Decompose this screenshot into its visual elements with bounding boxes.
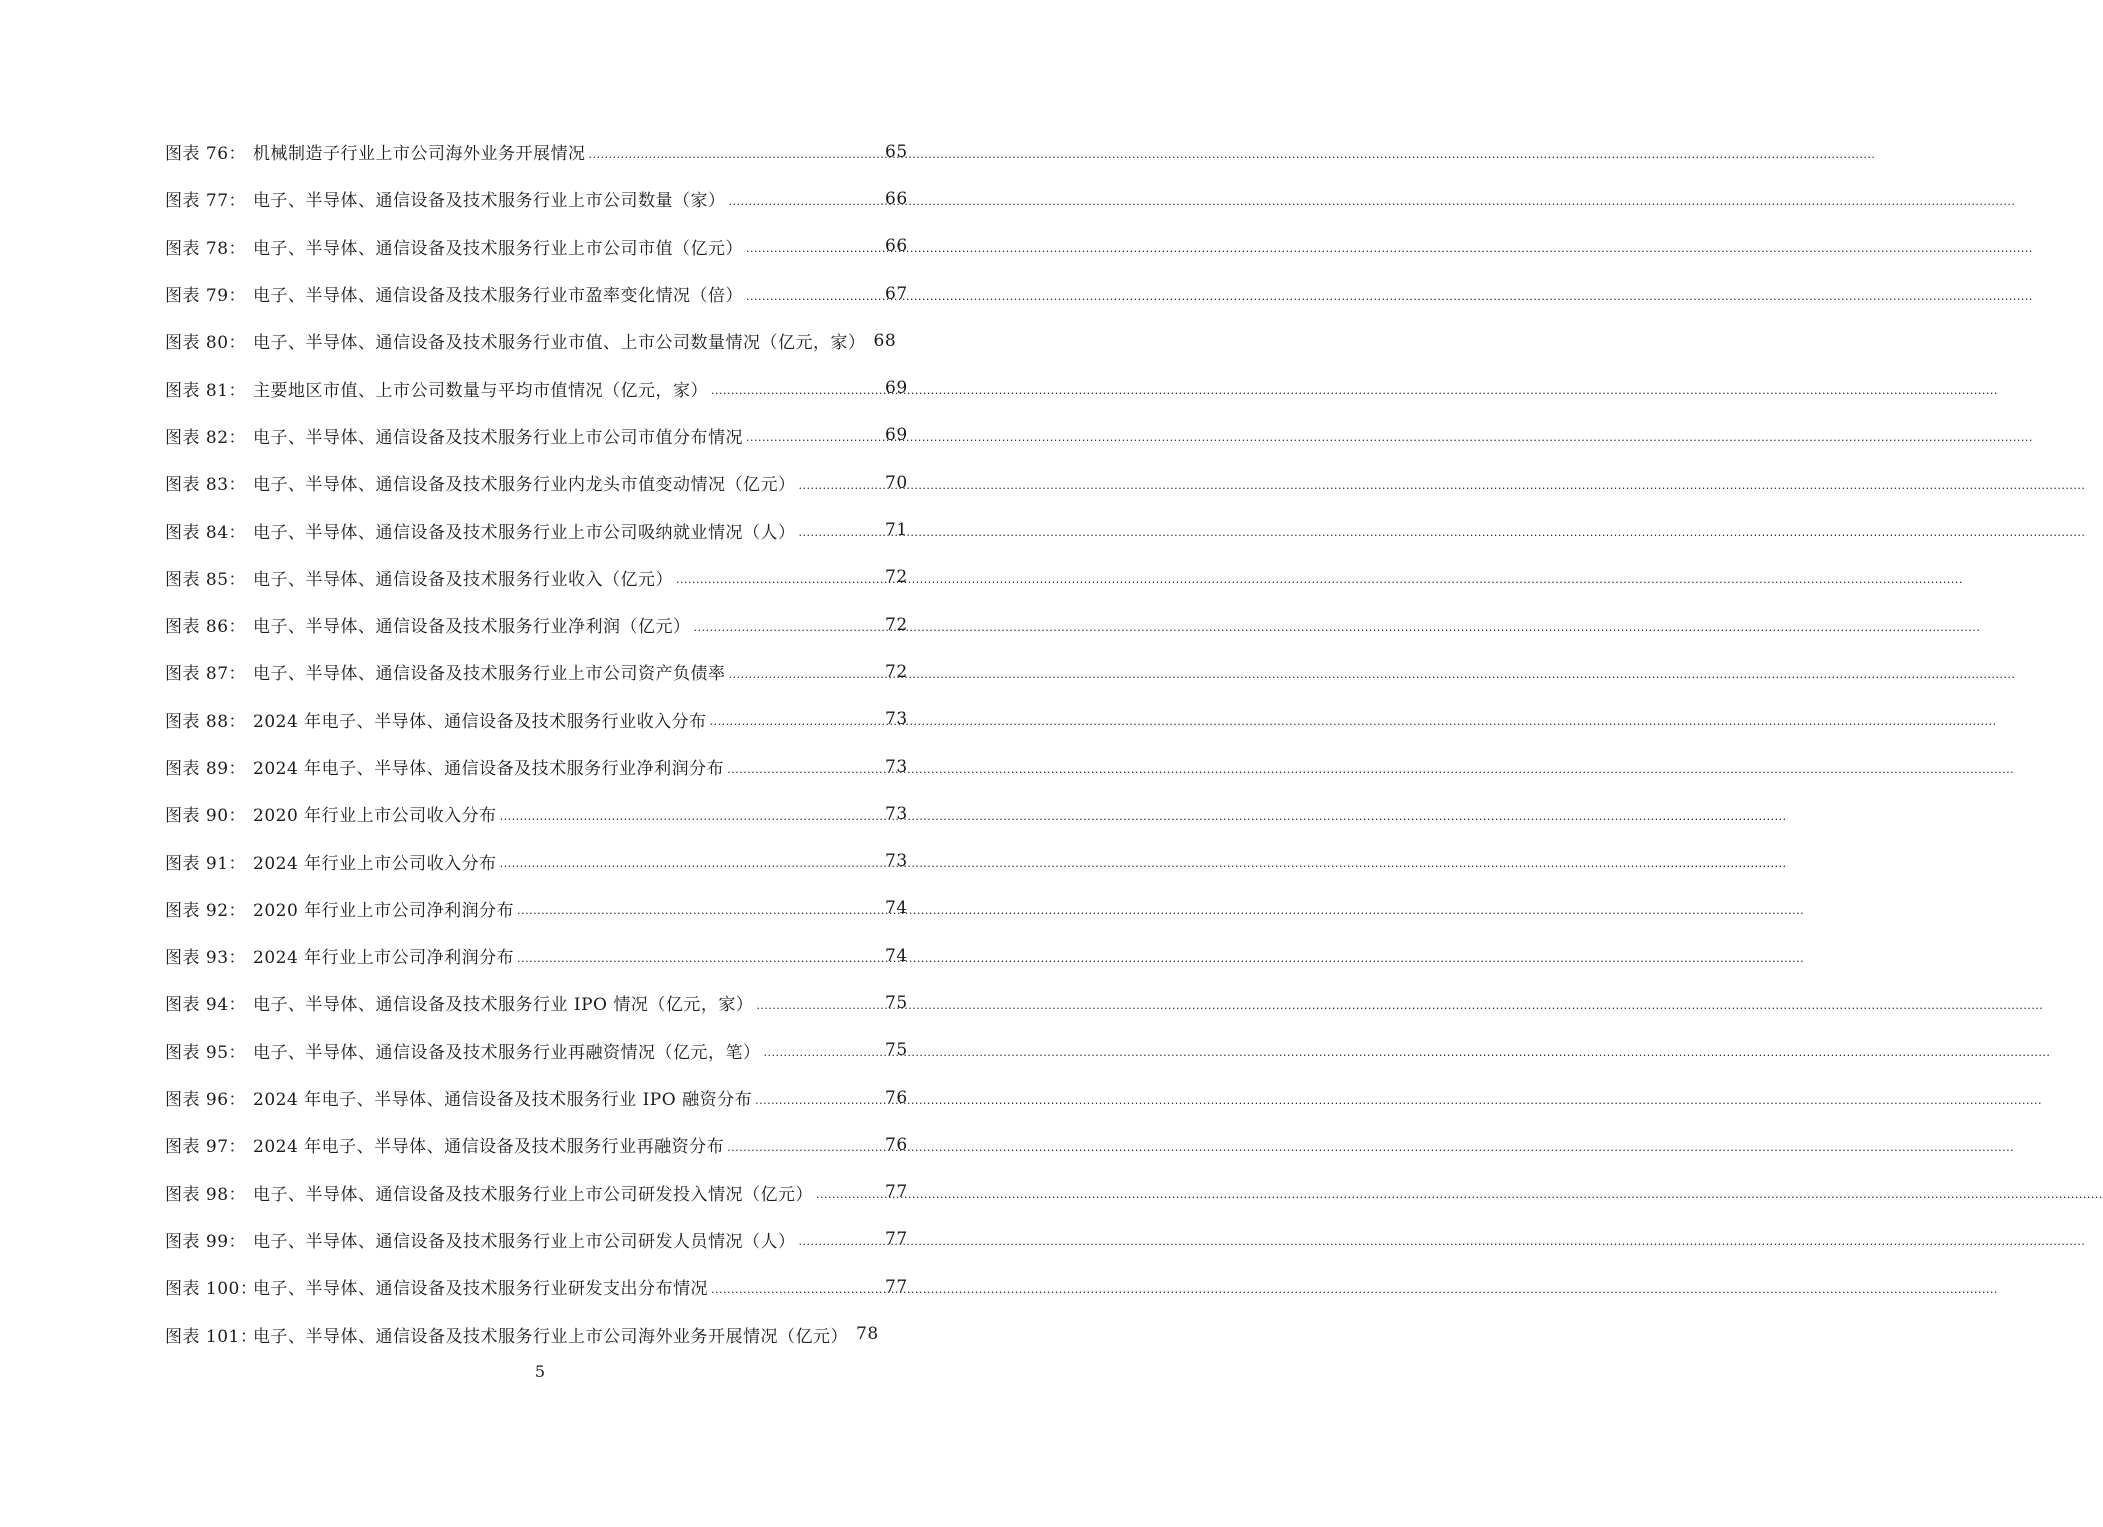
toc-entry[interactable] — [165, 1074, 945, 1121]
toc-entry[interactable] — [165, 506, 945, 553]
toc-dot-leader — [727, 1142, 882, 1154]
toc-entry[interactable] — [165, 790, 945, 837]
toc-entry-content — [165, 518, 915, 543]
toc-entry[interactable] — [165, 696, 945, 743]
toc-dot-leader — [816, 1189, 882, 1201]
toc-entry-content — [165, 470, 915, 495]
toc-entry[interactable] — [165, 1310, 945, 1357]
toc-entry-content — [165, 990, 915, 1015]
toc-dot-leader — [764, 1047, 883, 1059]
toc-entry-label: 图表 81： — [165, 380, 247, 401]
toc-dot-leader — [729, 196, 883, 208]
toc-entry-label: 图表 98： — [165, 1184, 247, 1205]
toc-entry-title: 2024 年电子、半导体、通信设备及技术服务行业再融资分布 — [253, 1137, 725, 1158]
toc-entry-label: 图表 88： — [165, 711, 247, 732]
toc-dot-leader — [694, 622, 883, 634]
toc-entry[interactable] — [165, 1169, 945, 1216]
toc-entry-page-number: 73 — [885, 756, 908, 777]
toc-entry-title: 电子、半导体、通信设备及技术服务行业再融资情况（亿元，笔） — [253, 1042, 761, 1063]
toc-entry-content — [165, 659, 915, 684]
toc-entry-page-number: 69 — [885, 378, 908, 399]
toc-entry-page-number: 67 — [885, 283, 908, 304]
toc-entry-title: 电子、半导体、通信设备及技术服务行业市盈率变化情况（倍） — [253, 286, 743, 307]
toc-entry-title: 2024 年行业上市公司净利润分布 — [253, 948, 515, 969]
toc-entry[interactable] — [165, 554, 945, 601]
toc-entry-title: 电子、半导体、通信设备及技术服务行业上市公司市值（亿元） — [253, 238, 743, 259]
toc-entry-title: 电子、半导体、通信设备及技术服务行业净利润（亿元） — [253, 617, 691, 638]
toc-dot-leader — [500, 858, 882, 870]
toc-entry-label: 图表 85： — [165, 569, 247, 590]
toc-entry-page-number: 73 — [885, 803, 908, 824]
toc-dot-leader — [746, 432, 882, 444]
toc-entry[interactable] — [165, 270, 945, 317]
toc-entry[interactable] — [165, 932, 945, 979]
toc-dot-leader — [589, 149, 883, 161]
toc-entry[interactable] — [165, 317, 945, 364]
toc-entry-content — [165, 1085, 915, 1110]
toc-entry[interactable] — [165, 601, 945, 648]
toc-entry-content — [165, 186, 915, 211]
toc-entry-page-number: 65 — [885, 141, 908, 162]
toc-entry-page-number: 75 — [885, 1040, 908, 1061]
toc-entry-title: 2024 年电子、半导体、通信设备及技术服务行业 IPO 融资分布 — [253, 1090, 753, 1111]
toc-entry-title: 电子、半导体、通信设备及技术服务行业市值、上市公司数量情况（亿元，家） — [253, 333, 866, 354]
toc-entry-label: 图表 80： — [165, 333, 247, 354]
toc-entry-title: 主要地区市值、上市公司数量与平均市值情况（亿元，家） — [253, 380, 708, 401]
toc-dot-leader — [799, 1236, 883, 1248]
toc-entry-title: 机械制造子行业上市公司海外业务开展情况 — [253, 144, 586, 165]
toc-entry-content — [165, 612, 915, 637]
toc-entry-page-number: 75 — [885, 992, 908, 1013]
toc-dot-leader — [517, 905, 882, 917]
toc-entry-page-number: 76 — [885, 1134, 908, 1155]
toc-entry-content — [165, 281, 915, 306]
toc-entry[interactable] — [165, 128, 945, 175]
toc-entry-content — [165, 1038, 915, 1063]
toc-entry-title: 电子、半导体、通信设备及技术服务行业收入（亿元） — [253, 569, 673, 590]
toc-entry[interactable] — [165, 1027, 945, 1074]
toc-entry-label: 图表 94： — [165, 995, 247, 1016]
toc-entry-content — [165, 1227, 915, 1252]
toc-dot-leader — [500, 811, 882, 823]
toc-entry-label: 图表 93： — [165, 948, 247, 969]
toc-entry-title: 电子、半导体、通信设备及技术服务行业内龙头市值变动情况（亿元） — [253, 475, 796, 496]
toc-entry-label: 图表 79： — [165, 286, 247, 307]
toc-entry-title: 电子、半导体、通信设备及技术服务行业上市公司数量（家） — [253, 191, 726, 212]
toc-entry[interactable] — [165, 743, 945, 790]
toc-entry[interactable] — [165, 1121, 945, 1168]
toc-entry-page-number: 78 — [856, 1324, 879, 1345]
toc-entry-title: 电子、半导体、通信设备及技术服务行业研发支出分布情况 — [253, 1279, 708, 1300]
toc-entry-content — [165, 754, 915, 779]
toc-entry-content — [165, 943, 915, 968]
toc-entry-content — [165, 1132, 915, 1157]
toc-entry-label: 图表 78： — [165, 238, 247, 259]
toc-entry-content — [165, 849, 915, 874]
toc-dot-leader — [517, 953, 882, 965]
toc-entry-content — [165, 801, 915, 826]
toc-entry-title: 2020 年行业上市公司净利润分布 — [253, 900, 515, 921]
toc-entry-page-number: 74 — [885, 945, 908, 966]
toc-entry-page-number: 70 — [885, 472, 908, 493]
toc-entry[interactable] — [165, 364, 945, 411]
toc-entry-content — [165, 376, 915, 401]
toc-entry-title: 电子、半导体、通信设备及技术服务行业上市公司研发人员情况（人） — [253, 1231, 796, 1252]
toc-dot-leader — [746, 243, 882, 255]
toc-entry-content — [165, 139, 915, 164]
toc-entry-content — [165, 328, 904, 353]
toc-entry-label: 图表 90： — [165, 806, 247, 827]
toc-entry-title: 2020 年行业上市公司收入分布 — [253, 806, 497, 827]
toc-dot-leader — [711, 1284, 882, 1296]
toc-dot-leader — [710, 716, 882, 728]
toc-entry-content — [165, 423, 915, 448]
toc-entry-label: 图表 96： — [165, 1090, 247, 1111]
toc-entry[interactable] — [165, 885, 945, 932]
toc-entry-page-number: 72 — [885, 614, 908, 635]
toc-entry-page-number: 74 — [885, 898, 908, 919]
toc-entry-title: 电子、半导体、通信设备及技术服务行业上市公司资产负债率 — [253, 664, 726, 685]
toc-dot-leader — [676, 574, 882, 586]
toc-entry-title: 电子、半导体、通信设备及技术服务行业上市公司吸纳就业情况（人） — [253, 522, 796, 543]
toc-entry-label: 图表 91： — [165, 853, 247, 874]
toc-entry-title: 电子、半导体、通信设备及技术服务行业 IPO 情况（亿元，家） — [253, 995, 754, 1016]
toc-entry[interactable] — [165, 412, 945, 459]
toc-dot-leader — [755, 1095, 882, 1107]
toc-entry-page-number: 77 — [885, 1182, 908, 1203]
toc-entry-title: 电子、半导体、通信设备及技术服务行业上市公司研发投入情况（亿元） — [253, 1184, 813, 1205]
toc-entry[interactable] — [165, 1216, 945, 1263]
toc-entry-page-number: 77 — [885, 1229, 908, 1250]
toc-entry-page-number: 72 — [885, 661, 908, 682]
toc-entry-title: 2024 年电子、半导体、通信设备及技术服务行业收入分布 — [253, 711, 707, 732]
toc-entry-label: 图表 76： — [165, 144, 247, 165]
toc-entry-content — [165, 1274, 915, 1299]
toc-dot-leader — [799, 527, 883, 539]
toc-dot-leader — [756, 1000, 882, 1012]
toc-entry-label: 图表 97： — [165, 1137, 247, 1158]
toc-dot-leader — [729, 669, 883, 681]
toc-entry-label: 图表 92： — [165, 900, 247, 921]
toc-dot-leader — [711, 385, 882, 397]
toc-entry[interactable] — [165, 223, 945, 270]
toc-entry[interactable] — [165, 459, 945, 506]
toc-entry[interactable] — [165, 1263, 945, 1310]
toc-entry-page-number: 68 — [873, 330, 897, 351]
toc-entry-content — [165, 896, 915, 921]
toc-entry-title: 2024 年行业上市公司收入分布 — [253, 853, 497, 874]
toc-entry-page-number: 73 — [885, 851, 908, 872]
toc-entry-label: 图表 83： — [165, 475, 247, 496]
toc-entry-label: 图表 95： — [165, 1042, 247, 1063]
toc-entry-page-number: 77 — [885, 1276, 908, 1297]
toc-entry-page-number: 72 — [885, 567, 908, 588]
toc-entry-page-number: 76 — [885, 1087, 908, 1108]
toc-entry-content — [165, 234, 915, 259]
toc-entry-content — [165, 565, 915, 590]
toc-dot-leader — [799, 480, 883, 492]
toc-entry-page-number: 71 — [885, 520, 908, 541]
toc-entry-label: 图表 89： — [165, 759, 247, 779]
toc-entry-label: 图表 87： — [165, 664, 247, 685]
toc-entry-title: 2024 年电子、半导体、通信设备及技术服务行业净利润分布 — [253, 759, 725, 779]
toc-entry[interactable] — [165, 837, 945, 884]
toc-entry-label: 图表 99： — [165, 1231, 247, 1252]
toc-entry-page-number: 66 — [885, 188, 908, 209]
toc-entry-content — [165, 1180, 915, 1205]
toc-entry-label: 图表 77： — [165, 191, 247, 212]
toc-entry-page-number: 69 — [885, 425, 908, 446]
toc-dot-leader — [746, 291, 882, 303]
toc-dot-leader — [727, 764, 882, 776]
table-of-figures — [165, 128, 945, 1358]
toc-entry-list — [165, 128, 945, 1358]
toc-entry-page-number: 66 — [885, 236, 908, 257]
page-number: 5 — [534, 1362, 546, 1381]
toc-entry-label: 图表 101： — [165, 1326, 258, 1347]
toc-entry-title: 电子、半导体、通信设备及技术服务行业上市公司市值分布情况 — [253, 427, 743, 448]
toc-entry-page-number: 73 — [885, 709, 908, 730]
toc-entry[interactable] — [165, 979, 945, 1026]
toc-entry-label: 图表 100： — [165, 1279, 258, 1300]
toc-entry-label: 图表 86： — [165, 617, 247, 638]
toc-entry[interactable] — [165, 648, 945, 695]
toc-entry-label: 图表 82： — [165, 427, 247, 448]
toc-entry-title: 电子、半导体、通信设备及技术服务行业上市公司海外业务开展情况（亿元） — [253, 1326, 848, 1347]
toc-entry-content — [165, 1322, 886, 1347]
toc-entry-label: 图表 84： — [165, 522, 247, 543]
toc-entry-content — [165, 707, 915, 732]
toc-entry[interactable] — [165, 175, 945, 222]
